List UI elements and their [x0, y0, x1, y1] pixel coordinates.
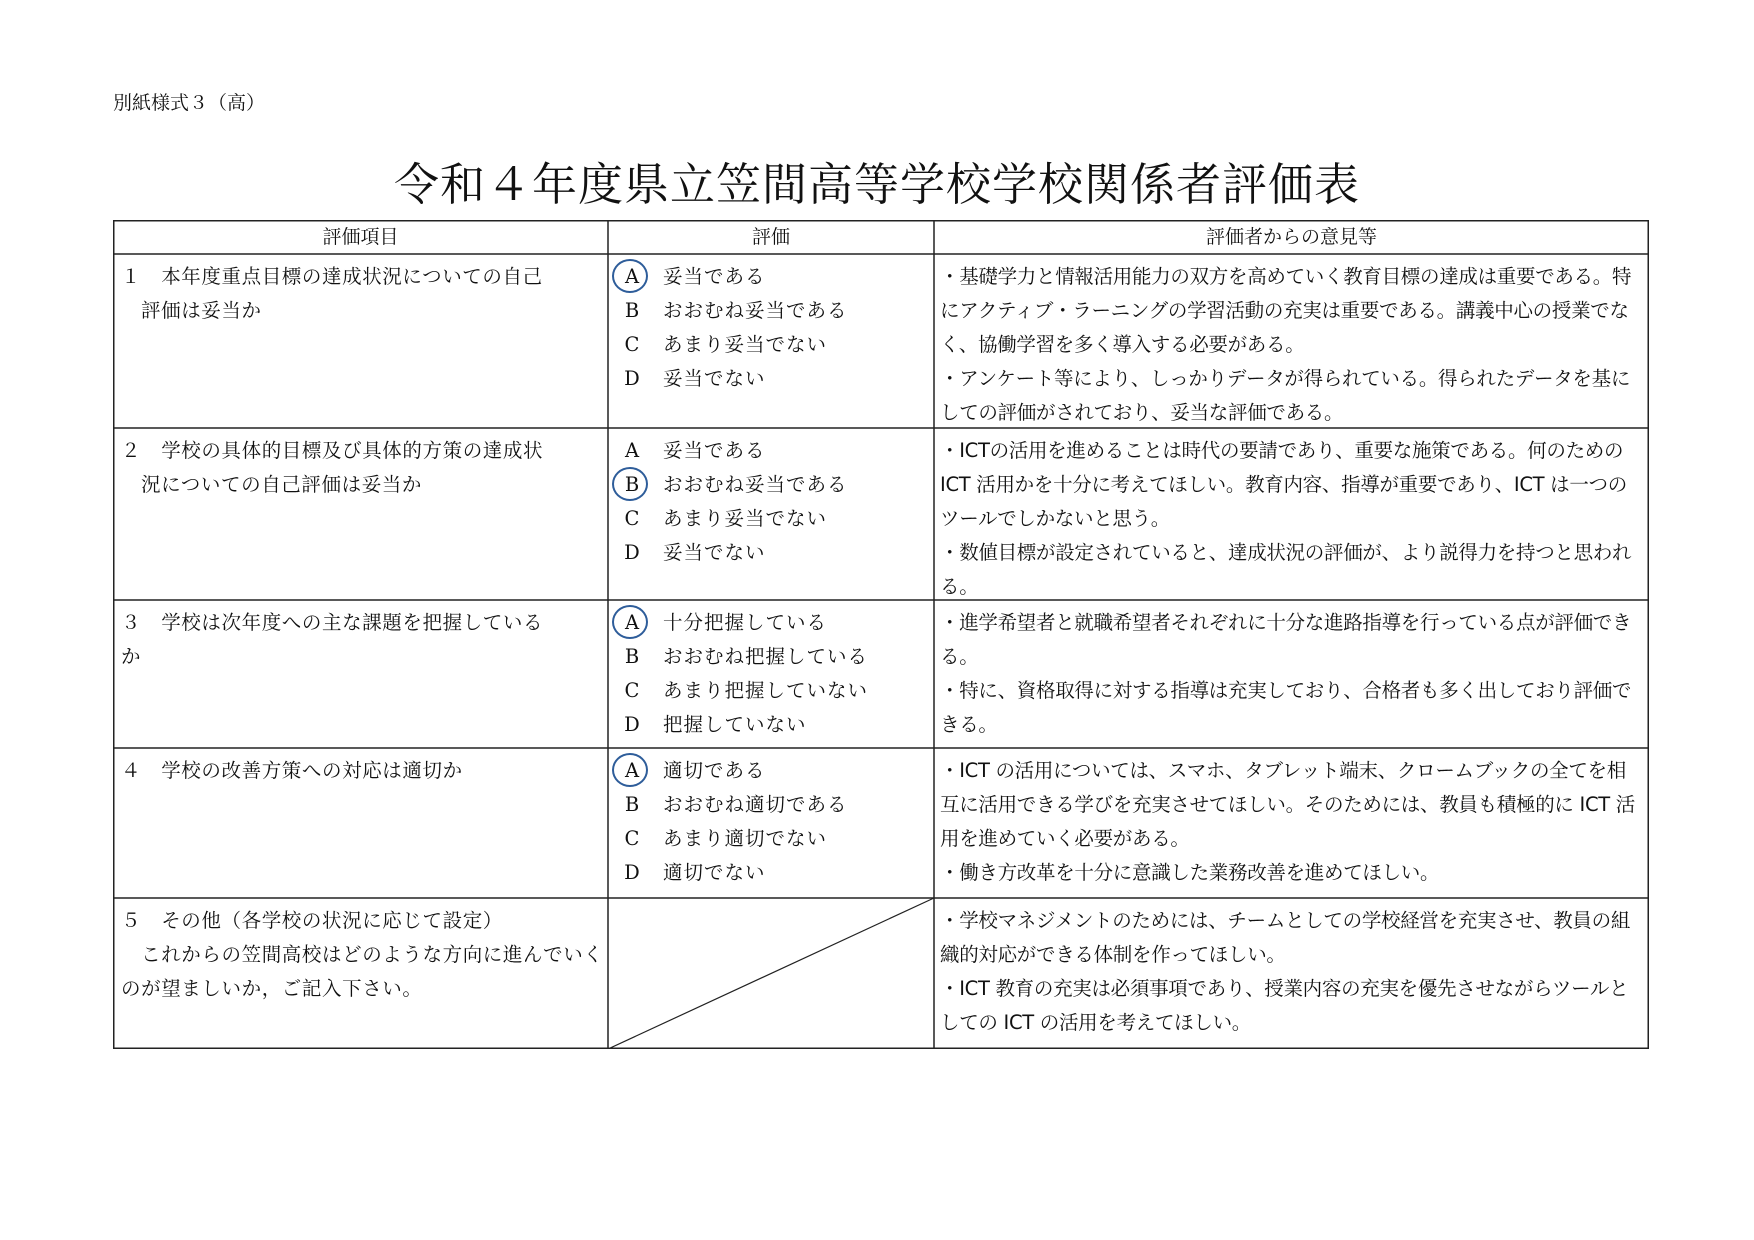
comments-cell [940, 606, 1640, 742]
evaluation-table [113, 220, 1649, 1049]
item-line-1: ４ 学校の改善方策への対応は適切か [121, 759, 463, 782]
comments-cell [940, 904, 1640, 1040]
option-label: 十分把握している [663, 611, 828, 634]
form-number-label: 別紙様式３（高） [113, 92, 266, 114]
comments-cell [940, 260, 1640, 430]
item-text [121, 904, 607, 1006]
option-d[interactable] [609, 708, 929, 742]
option-c[interactable] [609, 822, 929, 856]
evaluation-options [609, 260, 929, 396]
option-label: あまり妥当でない [663, 333, 828, 356]
item-text [121, 606, 607, 674]
header-comments: 評価者からの意見等 [1205, 226, 1377, 248]
option-letter: C [624, 827, 640, 850]
comment: ・進学希望者と就職希望者それぞれに十分な進路指導を行っている点が評価できる。 [940, 611, 1632, 668]
comments-cell [940, 434, 1640, 604]
option-letter: C [624, 507, 640, 530]
item-line-2: か [121, 645, 142, 668]
option-label: あまり適切でない [663, 827, 828, 850]
item-line-2: 況についての自己評価は妥当か [141, 473, 423, 496]
comment: ・ICT の活用については、スマホ、タブレット端末、クロームブックの全てを相互に活用できる学びを充実させてほしい。そのためには、教員も積極的に ICT 活用を進めていく必要がある。 [940, 759, 1635, 850]
option-label: おおむね適切である [663, 793, 848, 816]
option-d[interactable] [609, 536, 929, 570]
item-line-1: ３ 学校は次年度への主な課題を把握している [121, 611, 544, 634]
option-letter: A [624, 265, 640, 288]
option-c[interactable] [609, 502, 929, 536]
document-title: 令和４年度県立笠間高等学校学校関係者評価表 [393, 158, 1360, 211]
evaluation-options [609, 606, 929, 742]
item-line-1: １ 本年度重点目標の達成状況についての自己 [121, 265, 543, 288]
option-letter: B [624, 645, 640, 668]
table-row-4 [113, 748, 1649, 898]
option-letter: C [624, 333, 640, 356]
option-letter: B [624, 793, 640, 816]
option-c[interactable] [609, 328, 929, 362]
option-label: あまり把握していない [663, 679, 869, 702]
option-label: おおむね把握している [663, 645, 869, 668]
comment: ・学校マネジメントのためには、チームとしての学校経営を充実させ、教員の組織的対応ができる体制を作ってほしい。 [940, 909, 1631, 966]
option-letter: B [624, 473, 640, 496]
comment: ・働き方改革を十分に意識した業務改善を進めてほしい。 [940, 861, 1440, 884]
option-label: あまり妥当でない [663, 507, 828, 530]
option-a[interactable] [609, 606, 929, 640]
comment: ・数値目標が設定されていると、達成状況の評価が、より説得力を持つと思われる。 [940, 541, 1632, 598]
comment: ・ICT 教育の充実は必須事項であり、授業内容の充実を優先させながらツールとしての ICT の活用を考えてほしい。 [940, 977, 1629, 1034]
option-b[interactable] [609, 468, 929, 502]
option-label: 妥当でない [663, 367, 766, 390]
option-letter: D [624, 541, 640, 564]
option-b[interactable] [609, 788, 929, 822]
comment: ・特に、資格取得に対する指導は充実しており、合格者も多く出しており評価できる。 [940, 679, 1632, 736]
option-label: おおむね妥当である [663, 299, 848, 322]
option-b[interactable] [609, 294, 929, 328]
item-line-1: ５ その他（各学校の状況に応じて設定） [121, 909, 503, 932]
item-line-2: これからの笠間高校はどのような方向に進んでいくのが望ましいか，ご記入下さい。 [121, 943, 604, 1000]
option-letter: A [624, 759, 640, 782]
comment: ・ICTの活用を進めることは時代の要請であり、重要な施策である。何のための ICT 活用かを十分に考えてほしい。教育内容、指導が重要であり、ICT は一つのツールでしかないと思う。 [940, 439, 1627, 530]
option-a[interactable] [609, 754, 929, 788]
option-a[interactable] [609, 434, 929, 468]
comments-cell [940, 754, 1640, 890]
option-label: 妥当でない [663, 541, 766, 564]
option-b[interactable] [609, 640, 929, 674]
item-text [121, 434, 607, 502]
option-d[interactable] [609, 856, 929, 890]
option-label: おおむね妥当である [663, 473, 848, 496]
item-line-2: 評価は妥当か [141, 299, 262, 322]
option-a[interactable] [609, 260, 929, 294]
option-letter: C [624, 679, 640, 702]
item-text [121, 754, 607, 788]
option-letter: D [624, 713, 640, 736]
item-line-1: ２ 学校の具体的目標及び具体的方策の達成状 [121, 439, 544, 462]
option-letter: B [624, 299, 640, 322]
evaluation-options [609, 434, 929, 570]
option-letter: D [624, 861, 640, 884]
option-label: 把握していない [663, 713, 807, 736]
header-item: 評価項目 [322, 226, 399, 248]
option-letter: A [624, 439, 640, 462]
item-text [121, 260, 607, 328]
table-row-5 [113, 898, 1649, 1049]
option-d[interactable] [609, 362, 929, 396]
option-label: 妥当である [663, 439, 766, 462]
comment: ・アンケート等により、しっかりデータが得られている。得られたデータを基にしての評価がされており、妥当な評価である。 [940, 367, 1631, 424]
table-row-1 [113, 254, 1649, 428]
option-c[interactable] [609, 674, 929, 708]
option-letter: A [624, 611, 640, 634]
table-row-2 [113, 428, 1649, 600]
option-label: 適切である [663, 759, 766, 782]
header-evaluation: 評価 [751, 226, 790, 248]
evaluation-options [609, 754, 929, 890]
option-letter: D [624, 367, 640, 390]
option-label: 妥当である [663, 265, 766, 288]
table-row-3 [113, 600, 1649, 748]
comment: ・基礎学力と情報活用能力の双方を高めていく教育目標の達成は重要である。特にアクティブ・ラーニングの学習活動の充実は重要である。講義中心の授業でなく、協働学習を多く導入する必要がある。 [940, 265, 1632, 356]
option-label: 適切でない [663, 861, 766, 884]
